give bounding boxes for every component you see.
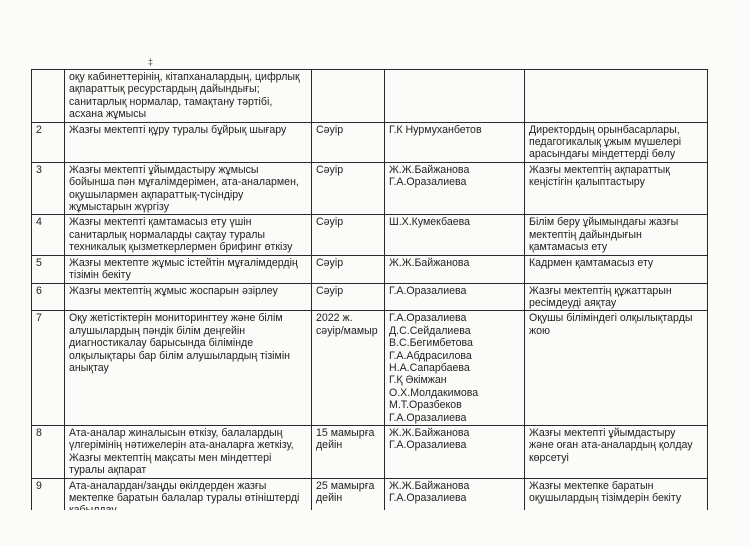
responsible-person: М.Т.Оразбеков [389,399,462,412]
task-text-line: анықтау [69,361,109,374]
expected-result-cell [525,215,708,255]
responsible-cell [385,311,525,426]
responsible-person: Г.А.Оразалиева [389,492,467,504]
responsible-person: Г.К Нурмуханбетов [389,123,482,136]
result-text-line: Оқушы біліміндегі олқылықтарды [529,312,693,325]
task-text-line: Жазғы мектептің мақсаты мен міндеттері [69,451,272,464]
responsible-person: Ж.Ж.Байжанова [389,163,470,176]
task-text-line: ақпараттық ресурстардың дайындығы; [69,83,260,96]
responsible-person: Г.А.Оразалиева [389,411,467,424]
deadline-cell: 2022 ж. сәуір/мамыр [312,311,385,426]
responsible-cell [385,162,525,215]
responsible-cell [385,122,525,162]
expected-result-cell [525,162,708,215]
deadline-cell: Сәуір [312,122,385,162]
deadline-cell: 25 мамырға дейін [312,478,385,518]
task-text-line: алушылардың пәндік білім деңгейін [69,324,246,337]
responsible-person: В.С.Бегимбетова [389,337,473,350]
plan-table-body [32,70,708,536]
result-text-line: Директордың орынбасарлары, [529,123,680,136]
result-text-line: Білім беру ұйымындағы жазғы [529,216,679,229]
result-text-line: Жазғы мектептің ақпараттық [529,163,670,176]
page-mark: ‡ [148,57,154,67]
task-text-line: асхана жұмысы [69,108,147,121]
result-text-line: қамтамасыз ету [529,241,608,254]
task-text-line: Жазғы мектепті ұйымдастыру жұмысы [69,163,259,176]
task-text-line: Ата-аналар жиналысын өткізу, балалардың [69,426,283,439]
row-number: 8 [32,425,65,478]
task-text-line: Жазғы мектепте жұмыс істейтін мұғалімдердің [69,256,298,269]
task-cell [65,255,312,283]
task-text-line: оқу кабинеттерінің, кітапханалардың, цифрлық [69,71,300,83]
row-number [32,70,65,123]
task-text-line: мектепке баратын балалар туралы өтініштерді [69,492,300,504]
result-text-line: көрсетуі [529,451,569,464]
responsible-person: Ж.Ж.Байжанова [389,426,470,439]
task-cell [65,425,312,478]
result-text-line: Кадрмен қамтамасыз ету [529,256,654,269]
responsible-person: Г.А.Абдрасилова [389,349,472,362]
row-number: 9 [32,478,65,518]
task-text-line: Жазғы мектепті құру туралы бұйрық шығару [69,123,287,136]
task-cell [65,70,312,123]
task-text-line: үлгерімінің нәтижелерін ата-аналарға жеткізу, [69,439,294,452]
deadline-cell: Сәуір [312,283,385,311]
expected-result-cell [525,122,708,162]
task-text-line: санитарлық нормалар, тамақтану тәртібі, [69,95,273,108]
task-cell [65,283,312,311]
result-text-line: педагогикалық ұжым мүшелері [529,136,682,149]
deadline-cell: Сәуір [312,255,385,283]
responsible-cell [385,425,525,478]
task-text-line: техникалық қызметкерлермен брифинг өткізу [69,241,293,254]
result-text-line: Жазғы мектепті ұйымдастыру [529,426,676,439]
task-cell [65,122,312,162]
result-text-line: Жазғы мектептің құжаттарын [529,284,672,297]
row-number: 5 [32,255,65,283]
task-text-line: санитарлық нормаларды сақтау туралы [69,228,266,241]
result-text-line: кеңістігін қалыптастыру [529,176,645,189]
expected-result-cell [525,283,708,311]
responsible-person: Ш.Х.Кумекбаева [389,216,471,229]
table-row [32,425,708,478]
deadline-cell: Сәуір [312,215,385,255]
deadline-cell [312,70,385,123]
responsible-person: Ж.Ж.Байжанова [389,256,470,269]
task-text-line: олқылықтары бар білім алушылардың тізімін [69,349,291,362]
table-row [32,70,708,123]
task-text-line: Ата-аналардан/заңды өкілдерден жазғы [69,479,267,492]
row-number: 6 [32,283,65,311]
task-text-line: Жазғы мектепті қамтамасыз ету үшін [69,216,252,229]
table-row [32,311,708,426]
deadline-cell: Сәуір [312,162,385,215]
responsible-person: Г.Қ Әкімжан [389,374,447,387]
responsible-person: Д.С.Сейдалиева [389,324,471,337]
task-text-line: Жазғы мектептің жұмыс жоспарын әзірлеу [69,284,278,297]
task-text-line: жұмыстарын жүргізу [69,201,170,214]
responsible-person: Н.А.Сапарбаева [389,361,470,374]
summer-school-plan-table [31,69,708,536]
table-row [32,215,708,255]
row-number: 7 [32,311,65,426]
task-cell [65,162,312,215]
result-text-line: мектептің дайындығын [529,228,642,241]
expected-result-cell [525,311,708,426]
result-text-line: ресімдеуді аяқтау [529,296,617,309]
task-text-line: тізімін бекіту [69,269,131,282]
task-text-line: Оқу жетістіктерін мониторингтеу және білім [69,312,283,325]
responsible-cell [385,255,525,283]
table-row [32,162,708,215]
task-cell [65,311,312,426]
task-text-line: диагностикалау барысында білімінде [69,337,254,350]
deadline-cell: 15 мамырға дейін [312,425,385,478]
responsible-person: Г.А.Оразалиева [389,176,467,189]
responsible-cell [385,215,525,255]
responsible-person: Г.А.Оразалиева [389,439,467,452]
task-cell [65,215,312,255]
result-text-line: Жазғы мектепке баратын [529,479,654,492]
task-text-line: туралы ақпарат [69,464,147,477]
result-text-line: және оған ата-аналардың қолдау [529,439,693,452]
result-text-line: арасындағы міндеттерді бөлу [529,148,676,161]
row-number: 3 [32,162,65,215]
table-row [32,283,708,311]
responsible-person: Г.А.Оразалиева [389,312,467,325]
page-bottom-edge [0,510,750,546]
responsible-person: Г.А.Оразалиева [389,284,467,297]
task-text-line: бойынша пән мұғалімдерімен, ата-аналармен, [69,176,299,189]
table-row [32,255,708,283]
responsible-cell [385,283,525,311]
result-text-line: жою [529,324,550,337]
expected-result-cell [525,425,708,478]
table-row [32,122,708,162]
responsible-cell [385,70,525,123]
row-number: 4 [32,215,65,255]
result-text-line: оқушылардың тізімдерін бекіту [529,492,682,504]
expected-result-cell [525,255,708,283]
row-number: 2 [32,122,65,162]
responsible-person: Ж.Ж.Байжанова [389,479,470,492]
task-text-line: оқушылармен ақпараттық-түсіндіру [69,188,244,201]
responsible-person: О.Х.Молдакимова [389,386,479,399]
expected-result-cell [525,70,708,123]
